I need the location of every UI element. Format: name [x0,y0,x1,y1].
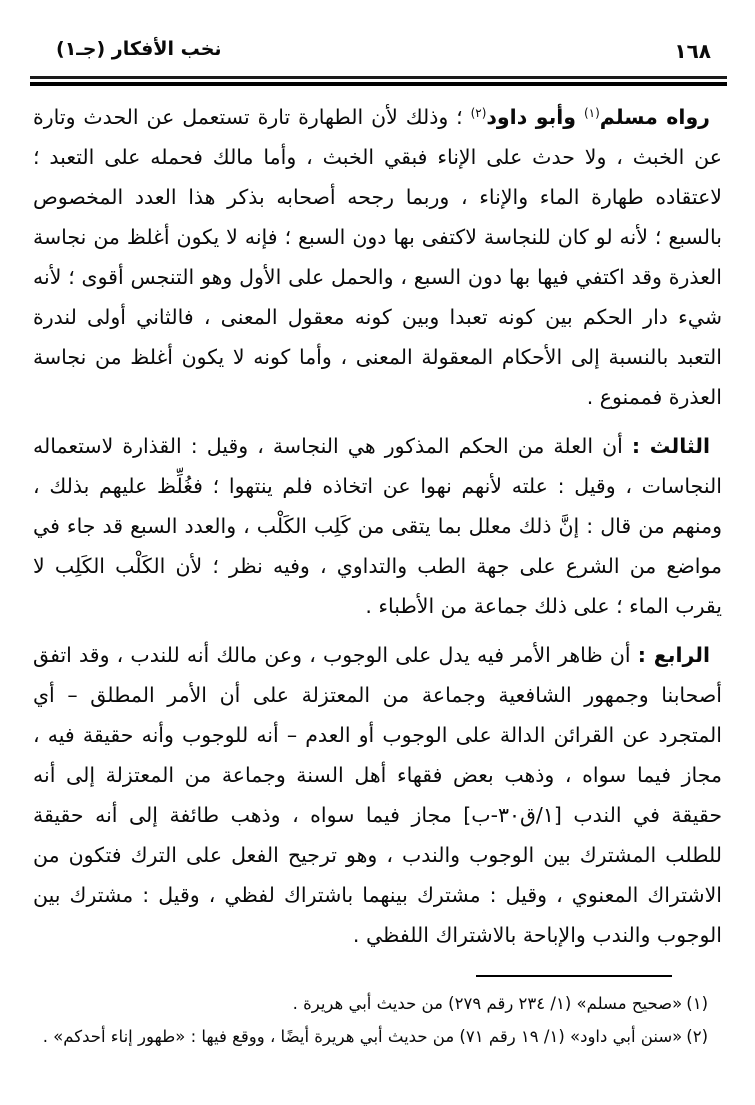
bold-muslim-attribution: رواه مسلم [599,105,710,129]
page-header [30,38,725,72]
page-number: ١٦٨ [674,39,711,63]
bold-fourth-point-lead: الرابع : [637,643,710,667]
footnote-1 [42,987,708,1020]
footnote-2-marker: (٢) [686,1027,708,1046]
footnote-2-text: «سنن أبي داود» (١/ ١٩ رقم ٧١) من حديث أبي هريرة أيضًا ، ووقع فيها : «طهور إناء أحدكم» . [42,1027,683,1046]
footnote-ref-2: (٢) [470,106,487,120]
footnote-ref-1: (١) [583,106,600,120]
paragraph-fourth-point-text: أن ظاهر الأمر فيه يدل على الوجوب ، وعن مالك أنه للندب ، وقد اتفق أصحابنا وجمهور الشافعية وجماعة من المعتزلة على أن الأمر المطلق – أي المتجرد عن القرائن الدالة على الوجوب أو العدم – أنه للوجوب وأنه حقيقة فيه ، مجاز فيما سواه ، وذهب بعض فقهاء أهل السنة وجماعة من المعتزلة إلى أنه حقيقة في الندب [١/ق٣٠-ب] مجاز فيما سواه ، وذهب طائفة إلى أنه حقيقة للطلب المشترك بين الوجوب والندب ، وهو ترجيح الفعل على الترك فتكون من الاشتراك المعنوي ، وقيل : مشترك بينهما باشتراك لفظي ، وقيل : مشترك بين الوجوب والندب والإباحة بالاشتراك اللفظي . [33,643,722,947]
bold-abudawud-attribution: وأبو داود [486,105,577,129]
paragraph-hadith-sources [33,97,722,417]
footnote-separator [476,975,672,977]
header-rule-bottom-line [30,82,727,86]
header-rule [30,76,727,86]
book-title: نخب الأفكار (جـ١) [56,38,222,60]
paragraph-fourth-point [33,635,722,955]
footnotes-section [42,987,708,1053]
footnote-1-text: «صحيح مسلم» (١/ ٢٣٤ رقم ٢٧٩) من حديث أبي هريرة . [292,994,683,1013]
paragraph-hadith-sources-text: ؛ وذلك لأن الطهارة تارة تستعمل عن الحدث وتارة عن الخبث ، ولا حدث على الإناء فبقي الخبث ، وأما مالك فحمله على التعبد ؛ لاعتقاده طهارة الماء والإناء ، وربما رجحه أصحابه بذكر هذا العدد المخصوص بالسبع ؛ لأنه لو كان للنجاسة لاكتفى بها دون السبع ؛ فإنه لا يكون أغلظ من نجاسة العذرة وقد اكتفي فيها بها دون السبع ، والحمل على الأول وهو التنجس أقوى ؛ لأنه شيء دار الحكم بين كونه تعبدا وبين كونه معقول المعنى ، فالثاني أولى لندرة التعبد بالنسبة إلى الأحكام المعقولة المعنى ، وأما كونه لا يكون أغلظ من نجاسة العذرة فممنوع . [33,105,722,409]
paragraph-third-point-text: أن العلة من الحكم المذكور هي النجاسة ، وقيل : القذارة لاستعماله النجاسات ، وقيل : علته لأنهم نهوا عن اتخاذه فلم ينتهوا ؛ فغُلِّظ عليهم بذلك ، ومنهم من قال : إنَّ ذلك معلل بما يتقى من كَلِب الكَلْب ، والعدد السبع قد جاء في مواضع من الشرع على جهة الطب والتداوي ، وفيه نظر ؛ لأن الكَلْب الكَلِب لا يقرب الماء ؛ على ذلك جماعة من الأطباء . [33,434,722,618]
paragraph-third-point [33,426,722,626]
footnote-1-marker: (١) [686,994,708,1013]
bold-third-point-lead: الثالث : [631,434,710,458]
footnote-2 [42,1020,708,1053]
page-body [33,97,722,955]
